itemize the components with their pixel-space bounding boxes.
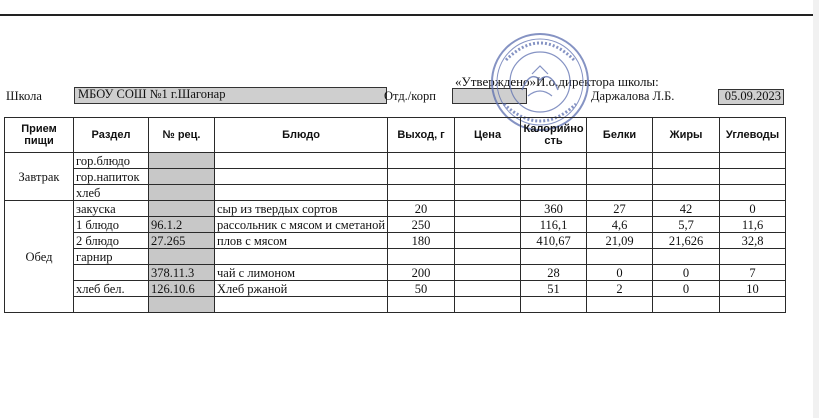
table-row xyxy=(5,233,786,249)
recipe-cell[interactable]: 96.1.2 xyxy=(149,217,215,233)
dish-cell[interactable] xyxy=(215,249,388,265)
section-cell[interactable]: хлеб xyxy=(74,185,149,201)
carbs-cell[interactable] xyxy=(720,249,786,265)
dish-cell[interactable] xyxy=(215,153,388,169)
protein-cell[interactable] xyxy=(587,169,653,185)
calories-cell[interactable] xyxy=(521,153,587,169)
col-header-meal: Прием пищи xyxy=(5,118,74,153)
calories-cell[interactable] xyxy=(521,249,587,265)
fat-cell[interactable]: 42 xyxy=(653,201,720,217)
price-cell[interactable] xyxy=(455,249,521,265)
fat-cell[interactable]: 0 xyxy=(653,265,720,281)
protein-cell[interactable] xyxy=(587,297,653,313)
weight-cell[interactable] xyxy=(388,297,455,313)
director-name: Даржалова Л.Б. xyxy=(591,89,675,103)
calories-cell[interactable]: 51 xyxy=(521,281,587,297)
table-row xyxy=(5,169,786,185)
section-cell[interactable]: хлеб бел. xyxy=(74,281,149,297)
table-row xyxy=(5,249,786,265)
protein-cell[interactable] xyxy=(587,185,653,201)
meal-breakfast: Завтрак xyxy=(5,153,74,201)
col-header-calories: Калорийность xyxy=(521,118,587,153)
calories-cell[interactable]: 28 xyxy=(521,265,587,281)
price-cell[interactable] xyxy=(455,217,521,233)
carbs-cell[interactable]: 10 xyxy=(720,281,786,297)
table-row xyxy=(5,281,786,297)
carbs-cell[interactable]: 32,8 xyxy=(720,233,786,249)
section-cell[interactable]: закуска xyxy=(74,201,149,217)
dish-cell[interactable]: сыр из твердых сортов xyxy=(215,201,388,217)
recipe-cell[interactable] xyxy=(149,153,215,169)
weight-cell[interactable] xyxy=(388,249,455,265)
recipe-cell[interactable]: 27.265 xyxy=(149,233,215,249)
col-header-section: Раздел xyxy=(74,118,149,153)
price-cell[interactable] xyxy=(455,297,521,313)
fat-cell[interactable]: 0 xyxy=(653,281,720,297)
section-cell[interactable]: 1 блюдо xyxy=(74,217,149,233)
table-row xyxy=(5,217,786,233)
page-edge-shadow xyxy=(813,0,819,418)
carbs-cell[interactable] xyxy=(720,185,786,201)
recipe-cell[interactable]: 126.10.6 xyxy=(149,281,215,297)
fat-cell[interactable] xyxy=(653,249,720,265)
protein-cell[interactable]: 21,09 xyxy=(587,233,653,249)
recipe-cell[interactable] xyxy=(149,201,215,217)
fat-cell[interactable]: 21,626 xyxy=(653,233,720,249)
date-field[interactable]: 05.09.2023 xyxy=(718,89,784,105)
table-row xyxy=(5,153,786,169)
recipe-cell[interactable] xyxy=(149,249,215,265)
recipe-cell[interactable] xyxy=(149,169,215,185)
table-row xyxy=(5,185,786,201)
price-cell[interactable] xyxy=(455,185,521,201)
section-cell[interactable]: гор.напиток xyxy=(74,169,149,185)
carbs-cell[interactable]: 11,6 xyxy=(720,217,786,233)
protein-cell[interactable]: 27 xyxy=(587,201,653,217)
calories-cell[interactable] xyxy=(521,169,587,185)
col-header-dish: Блюдо xyxy=(215,118,388,153)
recipe-cell[interactable] xyxy=(149,297,215,313)
col-header-fat: Жиры xyxy=(653,118,720,153)
protein-cell[interactable] xyxy=(587,153,653,169)
recipe-cell[interactable]: 378.11.3 xyxy=(149,265,215,281)
dish-cell[interactable]: Хлеб ржаной xyxy=(215,281,388,297)
calories-cell[interactable]: 360 xyxy=(521,201,587,217)
price-cell[interactable] xyxy=(455,169,521,185)
fat-cell[interactable] xyxy=(653,169,720,185)
section-cell[interactable]: гарнир xyxy=(74,249,149,265)
school-label: Школа xyxy=(6,89,42,103)
table-row xyxy=(5,265,786,281)
calories-cell[interactable] xyxy=(521,185,587,201)
calories-cell[interactable]: 410,67 xyxy=(521,233,587,249)
weight-cell[interactable] xyxy=(388,153,455,169)
weight-cell[interactable] xyxy=(388,185,455,201)
carbs-cell[interactable] xyxy=(720,297,786,313)
weight-cell[interactable] xyxy=(388,169,455,185)
weight-cell[interactable]: 180 xyxy=(388,233,455,249)
dish-cell[interactable] xyxy=(215,297,388,313)
menu-table xyxy=(4,117,786,313)
section-cell[interactable] xyxy=(74,297,149,313)
weight-cell[interactable]: 250 xyxy=(388,217,455,233)
table-row xyxy=(5,297,786,313)
carbs-cell[interactable] xyxy=(720,169,786,185)
col-header-carbs: Углеводы xyxy=(720,118,786,153)
dept-label: Отд./корп xyxy=(384,89,436,103)
dish-cell[interactable]: плов с мясом xyxy=(215,233,388,249)
table-header-row xyxy=(5,118,786,153)
col-header-weight: Выход, г xyxy=(388,118,455,153)
dish-cell[interactable] xyxy=(215,185,388,201)
protein-cell[interactable]: 4,6 xyxy=(587,217,653,233)
col-header-price: Цена xyxy=(455,118,521,153)
calories-cell[interactable]: 116,1 xyxy=(521,217,587,233)
dish-cell[interactable] xyxy=(215,169,388,185)
recipe-cell[interactable] xyxy=(149,185,215,201)
dish-cell[interactable]: рассольник с мясом и сметаной xyxy=(215,217,388,233)
col-header-protein: Белки xyxy=(587,118,653,153)
protein-cell[interactable]: 0 xyxy=(587,265,653,281)
school-field[interactable]: МБОУ СОШ №1 г.Шагонар xyxy=(74,87,387,104)
carbs-cell[interactable] xyxy=(720,153,786,169)
carbs-cell[interactable]: 7 xyxy=(720,265,786,281)
protein-cell[interactable]: 2 xyxy=(587,281,653,297)
price-cell[interactable] xyxy=(455,153,521,169)
price-cell[interactable] xyxy=(455,265,521,281)
calories-cell[interactable] xyxy=(521,297,587,313)
top-border-line xyxy=(0,14,819,16)
dish-cell[interactable]: чай с лимоном xyxy=(215,265,388,281)
carbs-cell[interactable]: 0 xyxy=(720,201,786,217)
meal-lunch: Обед xyxy=(5,201,74,313)
price-cell[interactable] xyxy=(455,233,521,249)
col-header-recipe: № рец. xyxy=(149,118,215,153)
fat-cell[interactable] xyxy=(653,153,720,169)
fat-cell[interactable]: 5,7 xyxy=(653,217,720,233)
section-cell[interactable] xyxy=(74,265,149,281)
section-cell[interactable]: 2 блюдо xyxy=(74,233,149,249)
protein-cell[interactable] xyxy=(587,249,653,265)
price-cell[interactable] xyxy=(455,201,521,217)
approval-text: «Утверждено»И.о.директора школы: xyxy=(455,74,659,89)
fat-cell[interactable] xyxy=(653,297,720,313)
weight-cell[interactable]: 200 xyxy=(388,265,455,281)
weight-cell[interactable]: 50 xyxy=(388,281,455,297)
table-row xyxy=(5,201,786,217)
weight-cell[interactable]: 20 xyxy=(388,201,455,217)
section-cell[interactable]: гор.блюдо xyxy=(74,153,149,169)
price-cell[interactable] xyxy=(455,281,521,297)
fat-cell[interactable] xyxy=(653,185,720,201)
